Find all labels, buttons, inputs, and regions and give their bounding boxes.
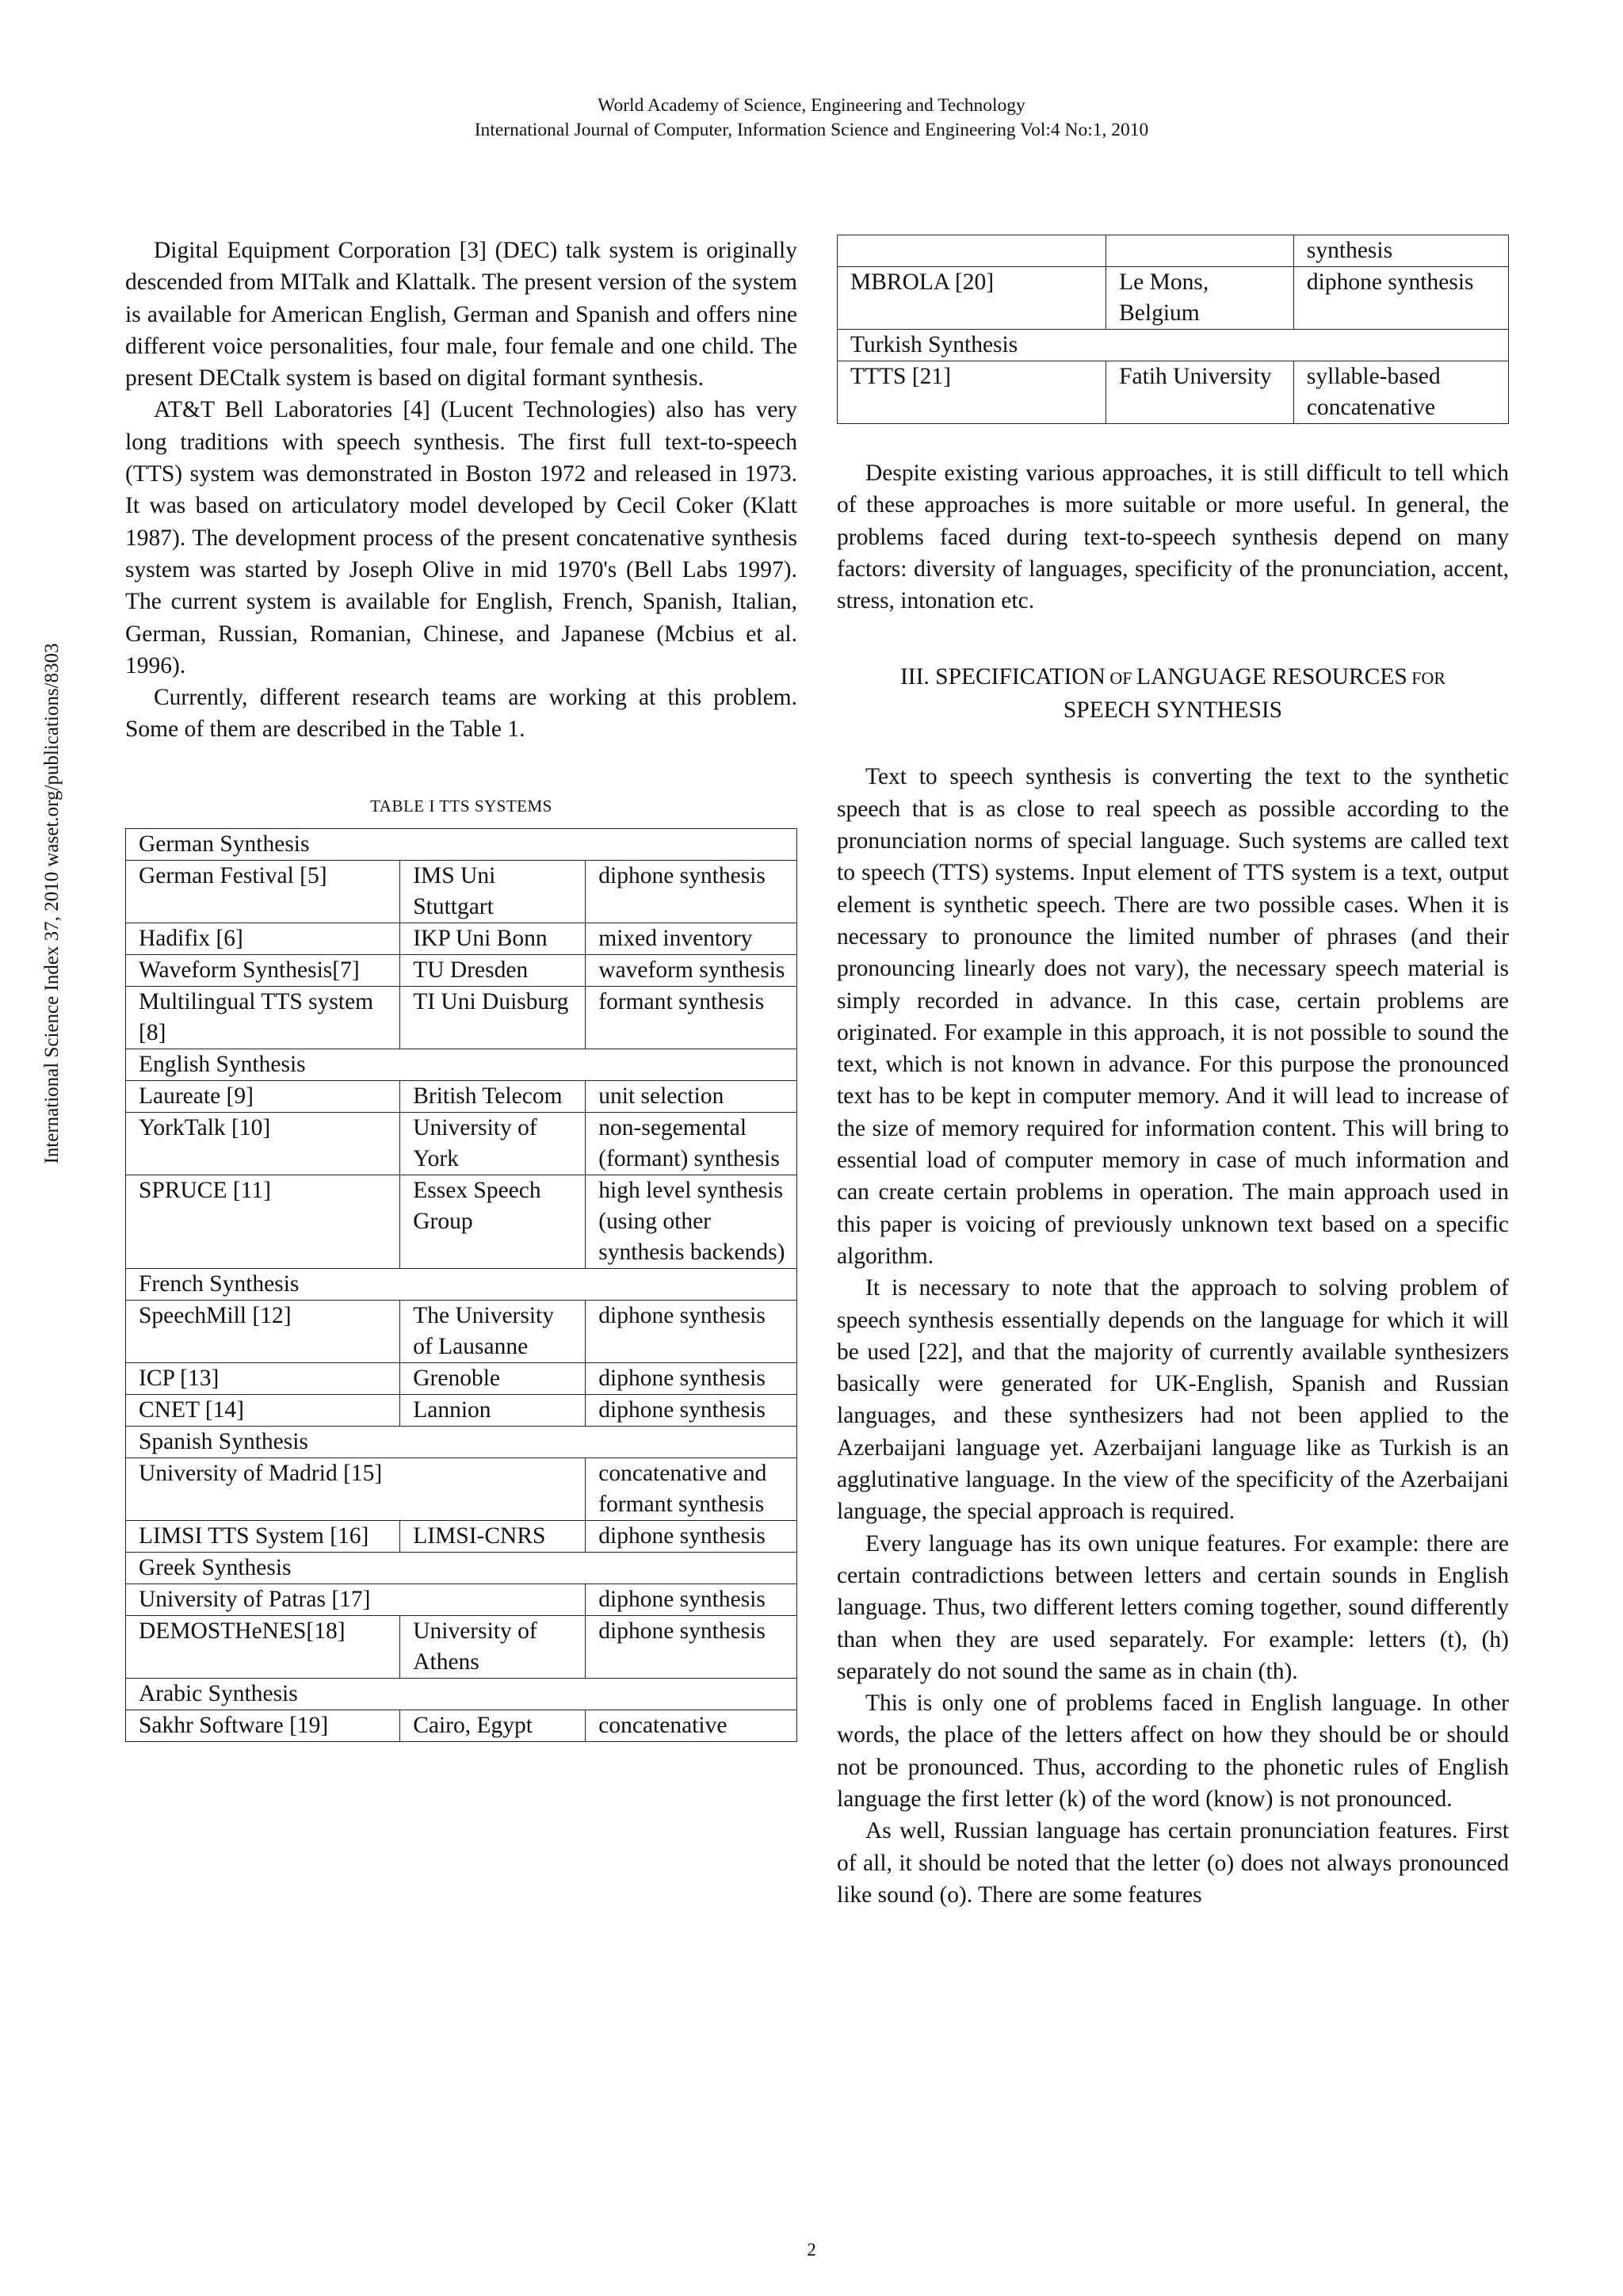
method-cell: non-segemental (formant) synthesis — [586, 1113, 797, 1175]
system-cell: Hadifix [6] — [126, 923, 400, 955]
system-cell: SPRUCE [11] — [126, 1175, 400, 1269]
method-cell: diphone synthesis — [586, 1363, 797, 1395]
table-row — [126, 1175, 797, 1269]
method-cell: concatenative and formant synthesis — [586, 1458, 797, 1521]
paragraph: Currently, different research teams are working at this problem. Some of them are described in the Table 1. — [125, 685, 797, 743]
paragraph: This is only one of problems faced in English language. In other words, the place of the letters affect on how they should be or should not be pronounced. Thus, according to the phonetic rules of English language the first letter (k) of the word (know) is not pronounced. — [837, 1690, 1509, 1812]
paragraph: Digital Equipment Corporation [3] (DEC) talk system is originally descended from MITalk and Klattalk. The present version of the system is available for American English, German and Spanish and offers nine different voice personalities, four male, four female and one child. The present DECtalk system is based on digital formant synthesis. — [125, 238, 797, 392]
section-title-part: LANGUAGE RESOURCES — [1136, 664, 1407, 690]
paragraph: AT&T Bell Laboratories [4] (Lucent Technologies) also has very long traditions with speech synthesis. The first full text-to-speech (TTS) system was demonstrated in Boston 1972 and released in 1973. It was based on articulatory model developed by Cecil Coker (Klatt 1987). The development process of the present concatenative synthesis system was started by Joseph Olive in mid 1970's (Bell Labs 1997). The current system is available for English, French, Spanish, Italian, German, Russian, Romanian, Chinese, and Japanese (Mcbius et al. 1996). — [125, 397, 797, 678]
side-index-text: International Science Index 37, 2010 waset.org/publications/8303 — [41, 643, 63, 1164]
system-cell: Multilingual TTS system [8] — [126, 987, 400, 1049]
system-cell: DEMOSTHeNES[18] — [126, 1616, 400, 1679]
header-line-2: International Journal of Computer, Information Science and Engineering Vol:4 No:1, 2010 — [474, 120, 1149, 140]
system-cell: YorkTalk [10] — [126, 1113, 400, 1175]
institution-cell: Fatih University — [1106, 361, 1294, 424]
institution-cell: University of Athens — [400, 1616, 586, 1679]
table-row — [126, 1363, 797, 1395]
institution-cell: The University of Lausanne — [400, 1301, 586, 1363]
system-cell: SpeechMill [12] — [126, 1301, 400, 1363]
method-cell: diphone synthesis — [586, 861, 797, 923]
system-cell: CNET [14] — [126, 1395, 400, 1427]
system-cell: Sakhr Software [19] — [126, 1710, 400, 1742]
method-cell: mixed inventory — [586, 923, 797, 955]
institution-cell: Grenoble — [400, 1363, 586, 1395]
system-cell: TTTS [21] — [838, 361, 1106, 424]
table-row — [126, 1081, 797, 1113]
group-cell: Greek Synthesis — [126, 1553, 797, 1584]
tts-systems-table-continued — [837, 235, 1509, 424]
table-row — [126, 1616, 797, 1679]
table-row — [126, 1710, 797, 1742]
institution-cell: University of York — [400, 1113, 586, 1175]
table-row — [126, 987, 797, 1049]
institution-cell: British Telecom — [400, 1081, 586, 1113]
method-cell: diphone synthesis — [1293, 267, 1508, 330]
table-group-row — [126, 1553, 797, 1584]
table-row — [126, 923, 797, 955]
table-caption: TABLE I TTS SYSTEMS — [370, 796, 552, 816]
section-number: III. — [899, 664, 936, 690]
paragraph: It is necessary to note that the approach to solving problem of speech synthesis essentially depends on the language for which it will be used [22], and that the majority of currently available synthesizers basically were generated for UK-English, Spanish and Russian languages, and these synthesizers had not been applied to the Azerbaijani language yet. Azerbaijani language like as Turkish is an agglutinative language. In the view of the specificity of the Azerbaijani language, the special approach is required. — [837, 1275, 1509, 1525]
method-cell: diphone synthesis — [586, 1301, 797, 1363]
paragraph: Text to speech synthesis is converting the text to the synthetic speech that is as close to real speech as possible according to the pronunciation norms of special language. Such systems are called text to speech (TTS) systems. Input element of TTS system is a text, output element is synthetic speech. There are two possible cases. When it is necessary to pronounce the limited number of phrases (and their pronouncing linearly does not vary), the necessary speech material is simply recorded in advance. In this case, certain problems are originated. For example in this approach, it is not possible to sound the text, which is not known in advance. For this purpose the pronounced text has to be kept in computer memory. And it will lead to increase of the size of memory required for information content. This will bring to essential load of computer memory in case of much information and can create certain problems in operation. The main approach used in this paper is voicing of previously unknown text based on a specific algorithm. — [837, 764, 1509, 1269]
table-row — [126, 1301, 797, 1363]
institution-cell: IKP Uni Bonn — [400, 923, 586, 955]
method-cell: concatenative — [586, 1710, 797, 1742]
left-column — [125, 235, 797, 1742]
table-row — [126, 1521, 797, 1553]
tts-systems-table — [125, 828, 797, 1742]
table-group-row — [126, 1049, 797, 1081]
table-row — [126, 1458, 797, 1521]
group-cell: Spanish Synthesis — [126, 1427, 797, 1458]
group-cell: French Synthesis — [126, 1269, 797, 1301]
group-cell: German Synthesis — [126, 829, 797, 861]
table-row — [838, 361, 1509, 424]
method-cell: synthesis — [1293, 235, 1508, 267]
institution-cell: LIMSI-CNRS — [400, 1521, 586, 1553]
table-row — [838, 267, 1509, 330]
system-cell — [838, 235, 1106, 267]
method-cell: syllable-based concatenative — [1293, 361, 1508, 424]
institution-cell: Lannion — [400, 1395, 586, 1427]
method-cell: high level synthesis (using other synthesis backends) — [586, 1175, 797, 1269]
method-cell: diphone synthesis — [586, 1521, 797, 1553]
system-cell: LIMSI TTS System [16] — [126, 1521, 400, 1553]
table-row — [126, 1395, 797, 1427]
section-title-part: FOR — [1407, 668, 1446, 689]
table-row — [126, 1584, 797, 1616]
system-cell: MBROLA [20] — [838, 267, 1106, 330]
right-column — [837, 235, 1509, 1911]
system-cell: ICP [13] — [126, 1363, 400, 1395]
section-title-line-2: SPEECH SYNTHESIS — [1063, 697, 1283, 724]
group-cell: English Synthesis — [126, 1049, 797, 1081]
table-row — [126, 955, 797, 987]
method-cell: diphone synthesis — [586, 1616, 797, 1679]
method-cell: waveform synthesis — [586, 955, 797, 987]
paragraph: Every language has its own unique features. For example: there are certain contradictions between letters and certain sounds in English language. Thus, two different letters coming together, sound differently than when they are used separately. For example: letters (t), (h) separately do not sound the same as in chain (th). — [837, 1530, 1509, 1684]
page-number: 2 — [807, 2240, 816, 2260]
system-cell: University of Patras [17] — [126, 1584, 586, 1616]
institution-cell — [1106, 235, 1294, 267]
method-cell: formant synthesis — [586, 987, 797, 1049]
table-group-row — [838, 330, 1509, 361]
running-header — [0, 94, 1623, 143]
institution-cell: Cairo, Egypt — [400, 1710, 586, 1742]
section-title-part: SPECIFICATION — [935, 664, 1106, 690]
section-title-part: OF — [1105, 668, 1137, 689]
group-cell: Arabic Synthesis — [126, 1679, 797, 1710]
table-group-row — [126, 1427, 797, 1458]
paragraph: As well, Russian language has certain pronunciation features. First of all, it should be noted that the letter (o) does not always pronounced like sound (o). There are some features — [837, 1818, 1509, 1908]
method-cell: diphone synthesis — [586, 1584, 797, 1616]
method-cell: unit selection — [586, 1081, 797, 1113]
institution-cell: TI Uni Duisburg — [400, 987, 586, 1049]
method-cell: diphone synthesis — [586, 1395, 797, 1427]
institution-cell: IMS Uni Stuttgart — [400, 861, 586, 923]
table-row — [126, 861, 797, 923]
table-group-row — [126, 1269, 797, 1301]
system-cell: University of Madrid [15] — [126, 1458, 586, 1521]
header-line-1: World Academy of Science, Engineering and Technology — [598, 95, 1025, 116]
section-heading — [837, 661, 1509, 726]
system-cell: Waveform Synthesis[7] — [126, 955, 400, 987]
group-cell: Turkish Synthesis — [838, 330, 1509, 361]
table-group-row — [126, 1679, 797, 1710]
table-group-row — [126, 829, 797, 861]
system-cell: German Festival [5] — [126, 861, 400, 923]
paragraph: Despite existing various approaches, it is still difficult to tell which of these approaches is more suitable or more useful. In general, the problems faced during text-to-speech synthesis depend on many factors: diversity of languages, specificity of the pronunciation, accent, stress, intonation etc. — [837, 460, 1509, 614]
institution-cell: Le Mons, Belgium — [1106, 267, 1294, 330]
system-cell: Laureate [9] — [126, 1081, 400, 1113]
institution-cell: TU Dresden — [400, 955, 586, 987]
table-row — [838, 235, 1509, 267]
table-row — [126, 1113, 797, 1175]
institution-cell: Essex Speech Group — [400, 1175, 586, 1269]
